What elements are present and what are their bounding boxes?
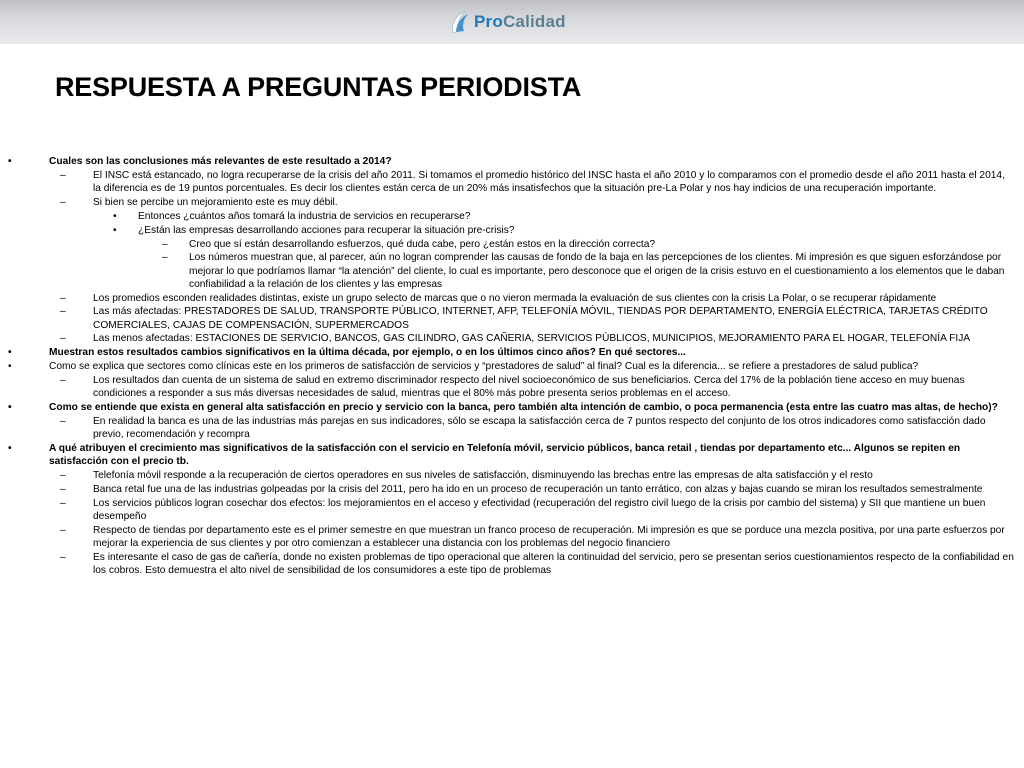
bullet-item-level-1 [8, 155, 1014, 168]
logo-text-calidad: Calidad [502, 12, 566, 31]
bullet-text: El INSC está estancado, no logra recuperarse de la crisis del año 2011. Si tomamos el promedio histórico del INSC hasta el año 2010 y lo comparamos con el promedio desde el año 2011 hasta el 2014, la diferencia es de 19 puntos porcentuales. Es decir los clientes están cerca de un 20% más insatisfechos que la situación pre-La Polar y nos hay indicios de una recuperación importante. [93, 169, 1005, 194]
bullet-item-level-2 [8, 332, 1014, 345]
bullet-text: ¿Están las empresas desarrollando acciones para recuperar la situación pre-crisis? [138, 224, 515, 236]
bullet-text: Como se entiende que exista en general alta satisfacción en precio y servicio con la banca, pero también alta intención de cambio, o poca permanencia (esta entre las cuatro mas altas, de hecho)? [49, 402, 998, 414]
bullet-dash-icon: – [60, 551, 66, 563]
bullet-item-level-3 [8, 224, 1014, 237]
bullet-dash-icon: – [60, 497, 66, 509]
bullet-text: Telefonía móvil responde a la recuperación de ciertos operadores en sus niveles de satisfacción, disminuyendo las brechas entre las empresas de alta satisfacción y el resto [93, 469, 873, 481]
bullet-item-level-2 [8, 305, 1014, 331]
bullet-text: Cuales son las conclusiones más relevantes de este resultado a 2014? [49, 156, 392, 167]
bullet-dot-icon: • [8, 361, 12, 373]
bullet-dot-icon: • [8, 156, 12, 167]
bullet-text: Muestran estos resultados cambios significativos en la última década, por ejemplo, o en los últimos cinco años? En qué sectores... [49, 347, 686, 359]
bullet-text: Los números muestran que, al parecer, aún no logran comprender las causas de fondo de la baja en las percepciones de los clientes. Mi impresión es que siguen esforzándose por mejorar lo que podríamos llamar “la atención” del cliente, lo cual es importante, pero desconoce que el origen de la crisis estuvo en el cuestionamiento a los elementos que le daban confiabilidad a la relación de los clientes y las empresas [189, 252, 1005, 290]
bullet-text: Si bien se percibe un mejoramiento este es muy débil. [93, 196, 338, 208]
bullet-dash-icon: – [60, 306, 66, 318]
bullet-dash-icon: – [60, 415, 66, 427]
bullet-text: Creo que sí están desarrollando esfuerzos, qué duda cabe, pero ¿están estos en la dirección correcta? [189, 238, 656, 250]
bullet-item-level-2 [8, 483, 1014, 496]
bullet-dash-icon: – [60, 483, 66, 495]
bullet-item-level-2 [8, 292, 1014, 305]
bullet-text: Los promedios esconden realidades distintas, existe un grupo selecto de marcas que o no vieron mermada la evaluación de sus clientes con la crisis La Polar, o se recuperar rápidamente [93, 292, 937, 304]
bullet-text: A qué atribuyen el crecimiento mas significativos de la satisfacción con el servicio en Telefonía móvil, servicio públicos, banca retail , tiendas por departamento etc... Algunos se repiten en satisfacción con el precio tb. [49, 442, 961, 468]
bullet-item-level-2 [8, 415, 1014, 441]
bullet-text: Banca retal fue una de las industrias golpeadas por la crisis del 2011, pero ha ido en un proceso de recuperación un tanto errático, con alzas y bajas cuando se miran los resultados semestralmente [93, 483, 983, 495]
bullet-item-level-2 [8, 524, 1014, 550]
bullet-text: Respecto de tiendas por departamento este es el primer semestre en que muestran un franco proceso de recuperación. Mi impresión es que se porduce una mezcla positiva, por una parte esfuerzos por mejorar la experiencia de sus clientes y por otro comienzan a establecer una distancia con los problemas del negocio financiero [93, 524, 1005, 549]
bullet-item-level-1 [8, 401, 1014, 414]
bullet-dash-icon: – [60, 375, 66, 387]
bullet-item-level-1 [8, 346, 1014, 359]
bullet-item-level-4 [8, 251, 1014, 290]
bullet-item-level-1 [8, 442, 1014, 468]
bullet-item-level-2 [8, 374, 1014, 400]
logo-swoosh-icon [450, 9, 470, 35]
bullet-text: Los servicios públicos logran cosechar dos efectos: los mejoramientos en el acceso y efectividad (recuperación del registro civil luego de la crisis por cambio del sistema) y SII que mantiene un buen desempeño [93, 497, 986, 522]
document-body [8, 155, 1014, 578]
bullet-dash-icon: – [162, 238, 168, 250]
bullet-dash-icon: – [60, 292, 66, 304]
bullet-text: Entonces ¿cuántos años tomará la industria de servicios en recuperarse? [138, 210, 471, 222]
bullet-text: Es interesante el caso de gas de cañería, donde no existen problemas de tipo operacional que alteren la continuidad del servicio, pero se presentan serios cuestionamientos respecto de la confiabilidad en los cobros. Esto demuestra el alto nivel de sensibilidad de los consumidores a este tipo de problemas [93, 551, 1014, 576]
bullet-item-level-2 [8, 551, 1014, 577]
bullet-item-level-4 [8, 238, 1014, 251]
bullet-dot-icon: • [113, 224, 117, 236]
bullet-item-level-2 [8, 169, 1014, 195]
bullet-item-level-2 [8, 196, 1014, 209]
bullet-dot-icon: • [8, 402, 12, 414]
bullet-dash-icon: – [60, 196, 66, 208]
bullet-dash-icon: – [60, 524, 66, 536]
bullet-item-level-2 [8, 497, 1014, 523]
procalidad-logo [450, 4, 566, 40]
bullet-text: En realidad la banca es una de las industrias más parejas en sus indicadores, sólo se escapa la satisfacción cerca de 7 puntos respecto del conjunto de los otros indicadores como satisfacción dado previo, recomendación y recompra [93, 415, 986, 441]
bullet-text: Los resultados dan cuenta de un sistema de salud en extremo discriminador respecto del nivel socioeconómico de sus beneficiarios. Cerca del 17% de la población tiene acceso en muy buenas condiciones a responder a sus más diversas necesidades de salud, mientras que el 80% más pobre presenta serios problemas en el acceso. [93, 375, 965, 400]
bullet-dash-icon: – [60, 169, 66, 181]
bullet-item-level-1 [8, 360, 1014, 373]
page-title: RESPUESTA A PREGUNTAS PERIODISTA [55, 72, 582, 102]
bullet-item-level-3 [8, 210, 1014, 223]
header-banner [0, 0, 1024, 44]
bullet-dot-icon: • [113, 210, 117, 222]
bullet-dot-icon: • [8, 347, 12, 359]
logo-text-pro: Pro [474, 12, 503, 31]
bullet-dash-icon: – [60, 469, 66, 481]
bullet-text: Las menos afectadas: ESTACIONES DE SERVICIO, BANCOS, GAS CILINDRO, GAS CAÑERIA, SERVICIOS PÚBLICOS, MUNICIPIOS, MEJORAMIENTO PARA EL HOGAR, TELEFONÍA FIJA [93, 333, 971, 345]
logo-text [474, 12, 566, 32]
bullet-dot-icon: • [8, 442, 12, 454]
bullet-item-level-2 [8, 469, 1014, 482]
bullet-text: Las más afectadas: PRESTADORES DE SALUD, TRANSPORTE PÚBLICO, INTERNET, AFP, TELEFONÍA MÓVIL, TIENDAS POR DEPARTAMENTO, ENERGÍA ELÉCTRICA, TARJETAS CRÉDITO COMERCIALES, CAJAS DE COMPENSACIÓN, SUPERMERCADOS [93, 306, 988, 331]
bullet-dash-icon: – [162, 252, 168, 264]
bullet-text: Como se explica que sectores como clínicas este en los primeros de satisfacción de servicios y “prestadores de salud” al final? Cual es la diferencia... se refiere a prestadores de salud publica? [49, 361, 919, 373]
bullet-dash-icon: – [60, 333, 66, 345]
